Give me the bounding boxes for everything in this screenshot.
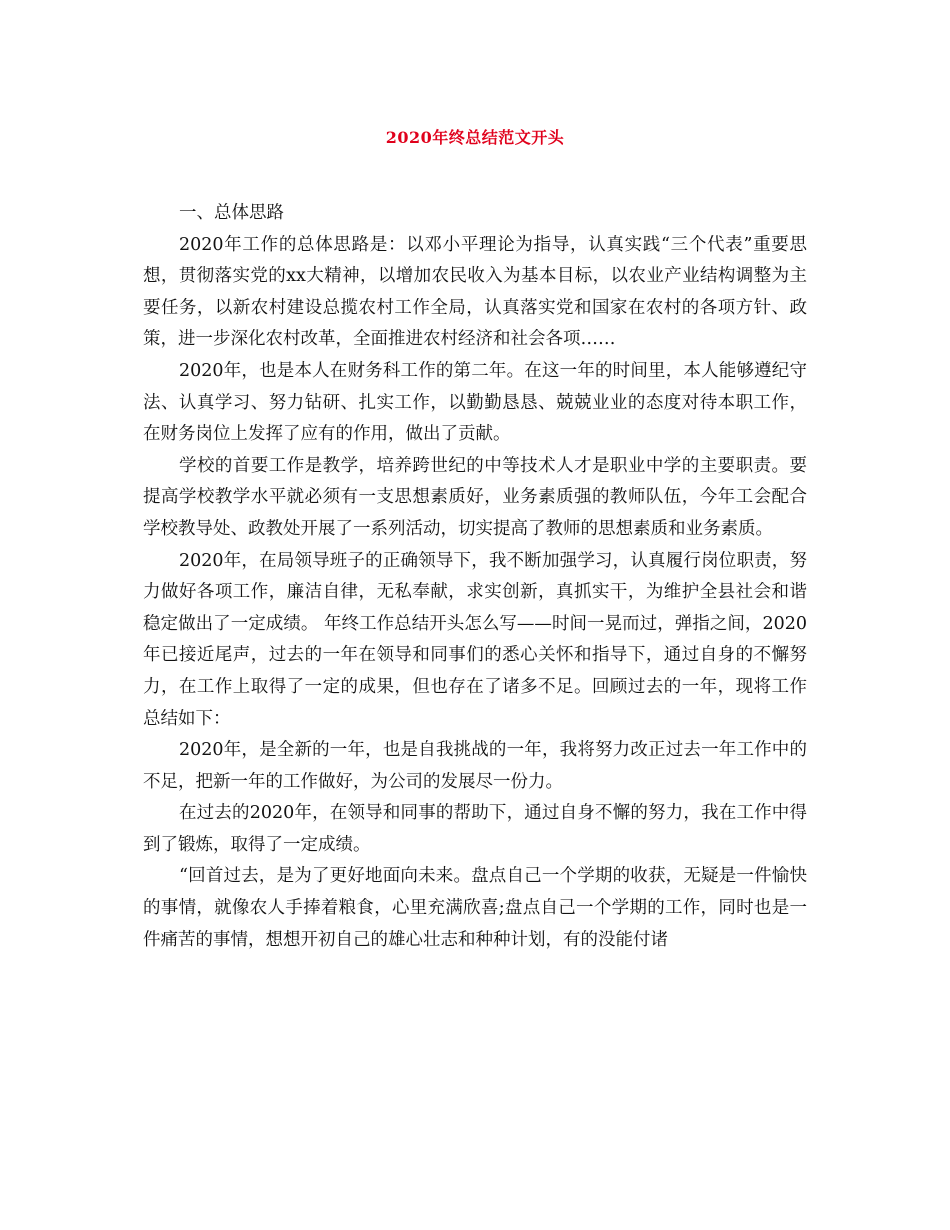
paragraph-looking-back: “回首过去，是为了更好地面向未来。盘点自己一个学期的收获，无疑是一件愉快的事情，就像农人手捧着粮食，心里充满欣喜;盘点自己一个学期的工作，同时也是一件痛苦的事情，想想开初自己的雄心壮志和种种计划，有的没能付诸 — [143, 866, 807, 950]
paragraph-past-year: 在过去的2020年，在领导和同事的帮助下，通过自身不懈的努力，我在工作中得到了锻炼，取得了一定成绩。 — [143, 803, 807, 855]
section-heading-overall-approach: 一、总体思路 — [179, 203, 284, 223]
paragraph-overall-approach: 2020年工作的总体思路是：以邓小平理论为指导，认真实践“三个代表”重要思想，贯彻落实党的xx大精神，以增加农民收入为基本目标，以农业产业结构调整为主要任务，以新农村建设总揽农村工作全局，认真落实党和国家在农村的各项方针、政策，进一步深化农村改革，全面推进农村经济和社会各项…… — [143, 234, 807, 350]
paragraph-school-teaching: 学校的首要工作是教学，培养跨世纪的中等技术人才是职业中学的主要职责。要提高学校教学水平就必须有一支思想素质好，业务素质强的教师队伍，今年工会配合学校教导处、政教处开展了一系列活动，切实提高了教师的思想素质和业务素质。 — [143, 455, 807, 539]
paragraph-new-year: 2020年，是全新的一年，也是自我挑战的一年，我将努力改正过去一年工作中的不足，把新一年的工作做好，为公司的发展尽一份力。 — [143, 740, 807, 792]
document-title: 2020年终总结范文开头 — [385, 128, 565, 147]
paragraph-leadership-work: 2020年，在局领导班子的正确领导下，我不断加强学习，认真履行岗位职责，努力做好各项工作，廉洁自律，无私奉献，求实创新，真抓实干，为维护全县社会和谐稳定做出了一定成绩。 年终工作总结开头怎么写——时间一晃而过，弹指之间，2020年已接近尾声，过去的一年在领导和同事们的悉心关怀和指导下，通过自身的不懈努力，在工作上取得了一定的成果，但也存在了诸多不足。回顾过去的一年，现将工作总结如下： — [143, 550, 807, 729]
paragraph-finance-work: 2020年，也是本人在财务科工作的第二年。在这一年的时间里，本人能够遵纪守法、认真学习、努力钻研、扎实工作，以勤勤恳恳、兢兢业业的态度对待本职工作，在财务岗位上发挥了应有的作用，做出了贡献。 — [143, 360, 807, 445]
document-body — [143, 124, 807, 956]
